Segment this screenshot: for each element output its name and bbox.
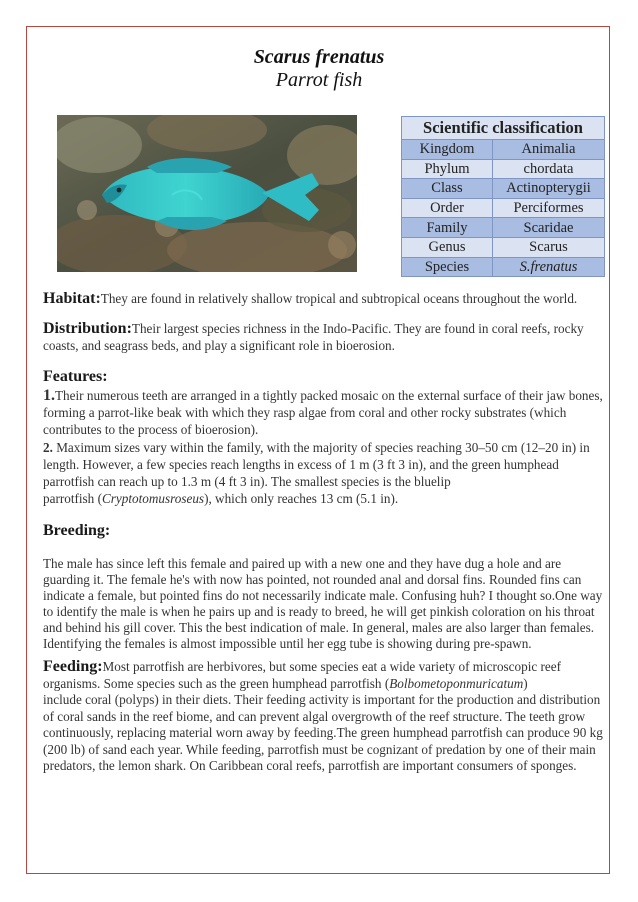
habitat-text: They are found in relatively shallow tropical and subtropical oceans throughout the world. (100, 291, 578, 306)
value-cell: chordata (493, 159, 605, 179)
rank-cell: Family (402, 218, 493, 238)
feature-2-text: Maximum sizes vary within the family, with the majority of species reaching 30–50 cm (12–20 in) in length. However, a few species reach lengths in excess of 1 m (3 ft 3 in), and the green humphead parrotfish can reach up to 1.3 m (4 ft 3 in). The smallest species is the bluelip (43, 440, 590, 489)
table-row (402, 198, 605, 218)
feature-2-species: Cryptotomusroseus (101, 491, 205, 506)
habitat-label: Habitat (43, 290, 96, 307)
table-row (402, 140, 605, 160)
value-cell: Animalia (493, 140, 605, 160)
rank-cell: Genus (402, 237, 493, 257)
rank-cell: Species (402, 257, 493, 277)
breeding-label: Breeding: (43, 522, 111, 539)
table-row (402, 257, 605, 277)
features-label: Features: (43, 368, 108, 385)
parrotfish-photo (57, 115, 357, 272)
value-cell: S.frenatus (493, 257, 605, 277)
table-row (402, 237, 605, 257)
classification-table (401, 116, 605, 277)
value-cell: Perciformes (493, 198, 605, 218)
colon: : (95, 290, 101, 307)
value-cell: Scarus (493, 237, 605, 257)
feeding-text-b: ) (523, 675, 528, 691)
value-cell: Scaridae (493, 218, 605, 238)
feeding-species: Bolbometoponmuricatum (389, 675, 524, 691)
distribution-label: Distribution: (43, 320, 132, 337)
feeding-paragraph (43, 659, 603, 775)
classification-heading: Scientific classification (402, 117, 605, 140)
feeding-text-a: Most parrotfish are herbivores, but some species eat a wide variety of microscopic reef organisms. Some species such as the green humphead parrotfish ( (43, 659, 562, 691)
common-name-subtitle: Parrot fish (275, 69, 363, 91)
feeding-label: Feeding: (43, 658, 103, 675)
distribution-paragraph (43, 320, 603, 354)
rank-cell: Order (402, 198, 493, 218)
rank-cell: Phylum (402, 159, 493, 179)
feeding-text-c: include coral (polyps) in their diets. Their feeding activity is important for the production and distribution of coral sands in the reef biome, and can prevent algal overgrowth of the reef structure. The teeth grow continuously, replacing material worn away by feeding.The green humphead parrotfish can produce 90 kg (200 lb) of sand each year. While feeding, parrotfish must be cognizant of predation by one of their main predators, the lemon shark. On Caribbean coral reefs, parrotfish are important consumers of sponges. (43, 692, 603, 773)
feature-2-text-c: ), which only reaches 13 cm (5.1 in). (204, 491, 399, 506)
feature-1-number: 1. (43, 387, 55, 404)
features-item-2 (43, 439, 603, 507)
rank-cell: Kingdom (402, 140, 493, 160)
feature-2-number: 2. (43, 440, 53, 455)
scientific-name-title: Scarus frenatus (253, 46, 385, 68)
features-item-1 (43, 387, 603, 438)
distribution-text: Their largest species richness in the Indo-Pacific. They are found in coral reefs, rocky coasts, and seagrass beds, and play a significant role in bioerosion. (43, 321, 584, 353)
table-row (402, 218, 605, 238)
rank-cell: Class (402, 179, 493, 199)
features-heading (43, 368, 603, 385)
table-row (402, 159, 605, 179)
breeding-paragraph: The male has since left this female and paired up with a new one and they have dug a hole and are guarding it. The female he's with now has pointed, not rounded anal and dorsal fins. Rounded fins can indicate a female, but pointed fins do not necessarily indicate male. Confusing huh? I thought so.One way to identify the male is when he pairs up and is ready to breed, he will get pinkish coloration on his throat and behind his gill cover. This the best indication of male. In general, males are also larger than females. Identifying the females is almost impossible until her egg tube is showing during pre-spawn. (43, 556, 603, 651)
breeding-heading (43, 522, 603, 539)
value-cell: Actinopterygii (493, 179, 605, 199)
feature-1-text: Their numerous teeth are arranged in a tightly packed mosaic on the external surface of their jaw bones, forming a parrot-like beak with which they rasp algae from coral and other rocky substrates (which contributes to the process of bioerosion). (43, 388, 603, 437)
table-row (402, 179, 605, 199)
habitat-paragraph (43, 290, 603, 307)
feature-2-text-b: parrotfish ( (43, 491, 102, 506)
